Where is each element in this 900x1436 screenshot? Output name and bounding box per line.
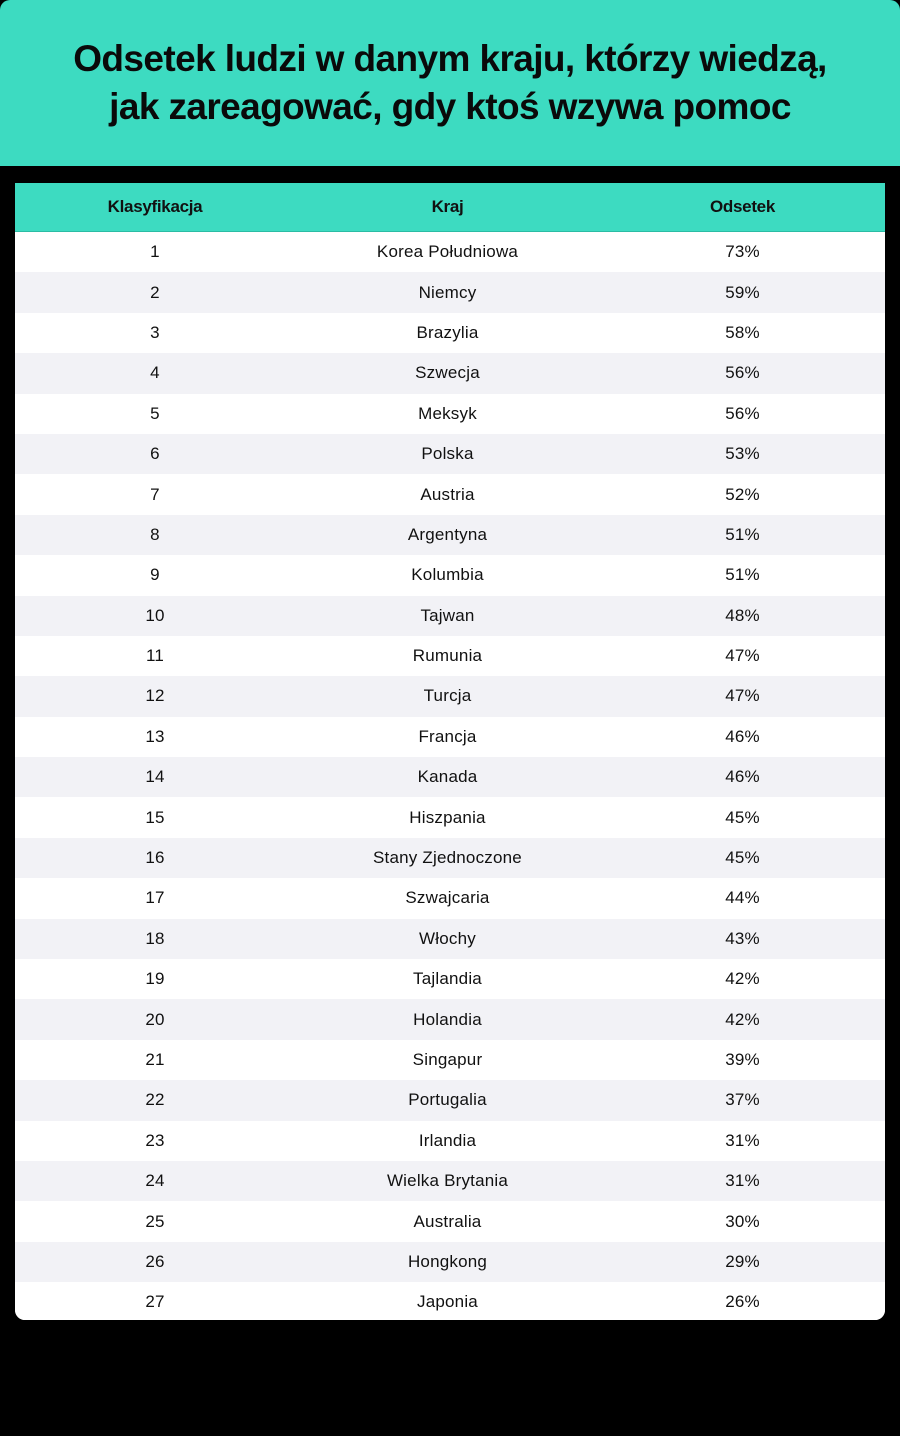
table-row: [15, 757, 885, 797]
table-row: [15, 999, 885, 1039]
percentage-cell: 56%: [725, 403, 760, 423]
country-cell: Meksyk: [418, 403, 477, 423]
country-cell: Hongkong: [407, 1251, 488, 1271]
table-row: [15, 394, 885, 434]
table-row: [15, 1282, 885, 1320]
table-row: [15, 636, 885, 676]
country-cell: Rumunia: [412, 646, 483, 666]
country-cell: Włochy: [419, 928, 476, 948]
percentage-cell: 26%: [725, 1292, 760, 1312]
table-header: [15, 183, 885, 232]
table-row: [15, 232, 885, 272]
rank-cell: 14: [145, 767, 165, 787]
country-cell: Francja: [418, 726, 477, 746]
rank-cell: 20: [145, 1009, 165, 1029]
rank-cell: 25: [145, 1211, 165, 1231]
rank-cell: 2: [150, 282, 160, 302]
country-cell: Kolumbia: [411, 565, 484, 585]
country-cell: Argentyna: [407, 524, 488, 544]
rank-cell: 9: [150, 565, 160, 585]
country-cell: Holandia: [413, 1009, 482, 1029]
chart-title: [73, 35, 826, 131]
country-cell: Polska: [421, 444, 474, 464]
percentage-cell: 52%: [725, 484, 760, 504]
rank-cell: 3: [150, 322, 160, 342]
country-cell: Portugalia: [408, 1090, 487, 1110]
percentage-cell: 44%: [725, 888, 760, 908]
title-line-2: jak zareagować, gdy ktoś wzywa pomoc: [109, 86, 791, 127]
ranking-table: [15, 183, 885, 1320]
table-row: [15, 1040, 885, 1080]
column-header-rank: Klasyfikacja: [107, 197, 203, 216]
column-header-country: Kraj: [431, 197, 464, 216]
title-banner: [0, 0, 900, 166]
percentage-cell: 39%: [725, 1050, 760, 1069]
percentage-cell: 53%: [725, 444, 760, 464]
rank-cell: 4: [150, 363, 160, 383]
table-row: [15, 797, 885, 837]
percentage-cell: 45%: [725, 807, 760, 827]
table-row: [15, 878, 885, 918]
country-cell: Niemcy: [418, 282, 477, 302]
percentage-cell: 42%: [725, 1009, 760, 1029]
column-header-percentage: Odsetek: [710, 197, 775, 216]
table-row: [15, 474, 885, 514]
percentage-cell: 59%: [725, 282, 760, 302]
country-cell: Stany Zjednoczone: [373, 848, 522, 868]
percentage-cell: 56%: [725, 363, 760, 383]
table-row: [15, 434, 885, 474]
country-cell: Irlandia: [418, 1130, 477, 1150]
country-cell: Kanada: [417, 767, 478, 787]
percentage-cell: 42%: [725, 969, 760, 989]
rank-cell: 22: [145, 1090, 165, 1110]
percentage-cell: 45%: [725, 848, 760, 868]
country-cell: Szwajcaria: [405, 888, 490, 908]
rank-cell: 16: [145, 848, 165, 868]
percentage-cell: 51%: [725, 524, 760, 544]
table-row: [15, 1121, 885, 1161]
table-row: [15, 1080, 885, 1120]
rank-cell: 23: [145, 1130, 165, 1150]
rank-cell: 26: [145, 1251, 165, 1271]
percentage-cell: 43%: [725, 928, 760, 948]
percentage-cell: 51%: [725, 565, 760, 585]
title-line-1: Odsetek ludzi w danym kraju, którzy wiedzą,: [73, 38, 827, 79]
rank-cell: 5: [150, 403, 160, 423]
rank-cell: 12: [145, 686, 165, 706]
percentage-cell: 46%: [725, 767, 760, 787]
rank-cell: 19: [145, 969, 165, 989]
percentage-cell: 37%: [725, 1090, 760, 1110]
table-row: [15, 919, 885, 959]
rank-cell: 15: [145, 807, 165, 827]
country-cell: Szwecja: [415, 363, 480, 383]
rank-cell: 17: [145, 888, 165, 908]
rank-cell: 6: [150, 444, 160, 464]
rank-cell: 21: [145, 1050, 165, 1069]
country-cell: Tajwan: [420, 605, 475, 625]
country-cell: Turcja: [423, 686, 472, 706]
table-row: [15, 596, 885, 636]
rank-cell: 8: [150, 524, 160, 544]
table-row: [15, 1201, 885, 1241]
table-row: [15, 676, 885, 716]
table-row: [15, 313, 885, 353]
table-row: [15, 353, 885, 393]
table-body: [15, 232, 885, 1320]
percentage-cell: 29%: [725, 1251, 760, 1271]
rank-cell: 10: [145, 605, 165, 625]
percentage-cell: 47%: [725, 686, 760, 706]
country-cell: Korea Południowa: [376, 242, 519, 262]
country-cell: Japonia: [417, 1292, 478, 1312]
table-row: [15, 555, 885, 595]
rank-cell: 11: [145, 646, 165, 666]
percentage-cell: 31%: [725, 1130, 760, 1150]
table-row: [15, 1161, 885, 1201]
country-cell: Brazylia: [416, 322, 479, 342]
country-cell: Hiszpania: [409, 807, 486, 827]
rank-cell: 18: [145, 928, 165, 948]
rank-cell: 13: [145, 726, 165, 746]
percentage-cell: 48%: [725, 605, 760, 625]
country-cell: Singapur: [412, 1050, 483, 1069]
table-row: [15, 717, 885, 757]
table-row: [15, 515, 885, 555]
table-row: [15, 959, 885, 999]
rank-cell: 1: [150, 242, 160, 262]
country-cell: Austria: [420, 484, 475, 504]
table-row: [15, 1242, 885, 1282]
percentage-cell: 47%: [725, 646, 760, 666]
country-cell: Australia: [413, 1211, 482, 1231]
table-row: [15, 272, 885, 312]
rank-cell: 27: [145, 1292, 165, 1312]
table-row: [15, 838, 885, 878]
percentage-cell: 46%: [725, 726, 760, 746]
percentage-cell: 31%: [725, 1171, 760, 1191]
percentage-cell: 58%: [725, 322, 760, 342]
percentage-cell: 73%: [725, 242, 760, 262]
country-cell: Tajlandia: [413, 969, 482, 989]
rank-cell: 7: [150, 484, 160, 504]
country-cell: Wielka Brytania: [386, 1171, 509, 1191]
rank-cell: 24: [145, 1171, 165, 1191]
percentage-cell: 30%: [725, 1211, 760, 1231]
